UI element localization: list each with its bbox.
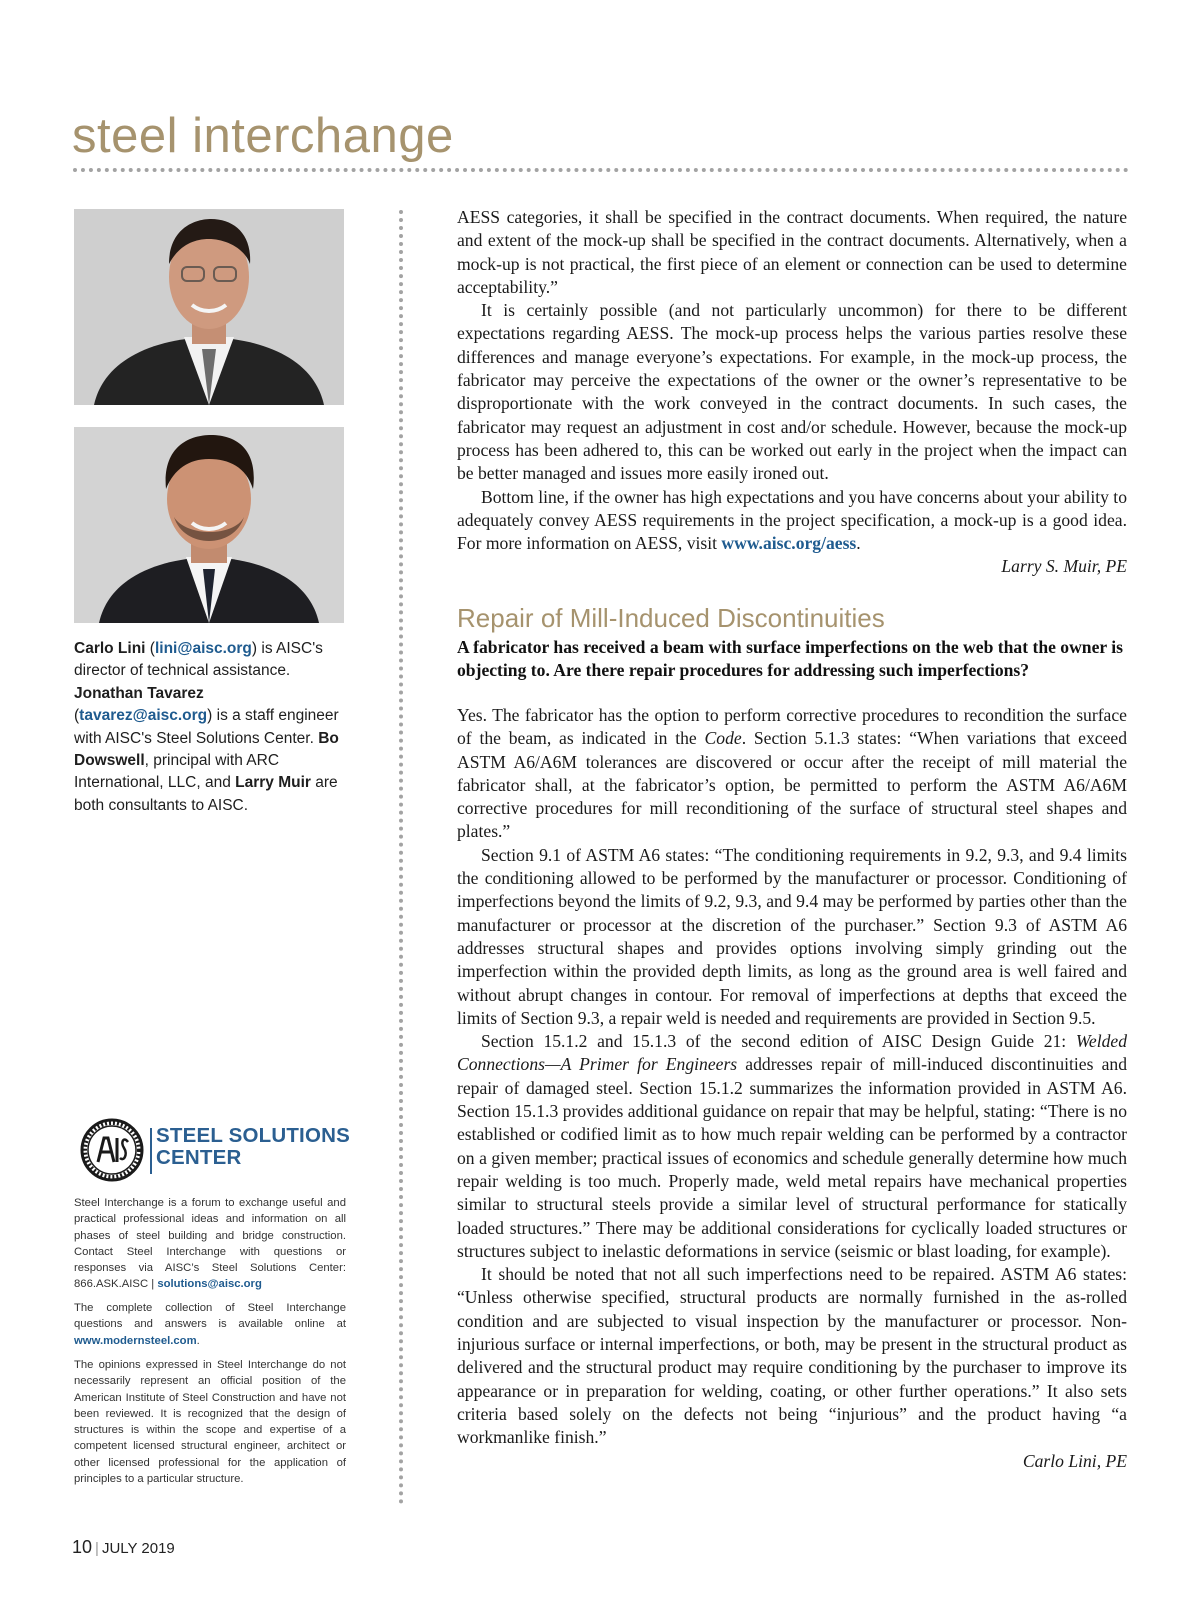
- solutions-email-link[interactable]: solutions@aisc.org: [157, 1278, 262, 1291]
- paragraph: [457, 1030, 1127, 1263]
- design-guide-title: Welded Connections—A Primer for Engineers: [457, 1031, 1127, 1075]
- bio-text: , principal with ARC International, LLC, and: [74, 752, 280, 792]
- collection-info-text: The complete collection of Steel Interchange questions and answers is available online at: [74, 1302, 346, 1331]
- paragraph: [457, 704, 1127, 844]
- aess-link[interactable]: www.aisc.org/aess: [721, 533, 857, 554]
- paragraph-text: addresses repair of mill-induced discontinuities and repair of damaged steel. Section 15.1.2 summarizes the information provided in ASTM A6. Section 15.1.3 provides additional guidance on repair that may be helpful, stating: “There is no established or codified limit as to how much repair welding can be performed by a contractor on a given member; practical issues of economics and schedule generally determine how much repair welding is too much. Properly made, weld metal repairs have mechanical properties similar to structural steels provide a similar level of structural performance for statically loaded structures.” There may be additional considerations for cyclically loaded structures or structures subject to inelastic deformations in service (seismic or blast loading, for example).: [457, 1054, 1127, 1261]
- forum-info: [74, 1195, 346, 1293]
- disclaimer: The opinions expressed in Steel Interchange do not necessarily represent an official position of the American Institute of Steel Construction and have not been reviewed. It is recognized that the design of structures is within the scope and expertise of a competent licensed structural engineer, architect or other licensed professional for the application of principles to a particular structure.: [74, 1359, 346, 1486]
- column-dotted-rule: [399, 210, 403, 1505]
- paragraph: Section 9.1 of ASTM A6 states: “The conditioning requirements in 9.2, 9.3, and 9.4 limits the conditioning allowed to be performed by the manufacturer or processor. Conditioning of imperfections beyond the limits of 9.2, 9.3, and 9.4 may be performed by parties other than the manufacturer or processor at the discretion of the purchaser.” Section 9.3 of ASTM A6 addresses structural shapes and provides options involving simply grinding out the imperfection within the provided depth limits, as long as the ground area is well faired and without abrupt changes in contour. For removal of imperfections at depths that exceed the limits of Section 9.3, a repair weld is needed and requirements are provided in Section 9.5.: [457, 844, 1127, 1028]
- bio-text: ) is a staff engineer with AISC's Steel Solutions Center.: [74, 707, 339, 747]
- steel-solutions-center-logo: [80, 1118, 350, 1178]
- bio-text: (: [74, 707, 80, 725]
- email-link-tavarez[interactable]: tavarez@aisc.org: [79, 707, 208, 725]
- collection-info: [74, 1300, 346, 1349]
- bio-text: ) is AISC's director of technical assistance.: [74, 640, 323, 680]
- footer-separator: |: [95, 1540, 99, 1557]
- bio-name-larry-muir: Larry Muir: [235, 774, 311, 792]
- bio-name-jonathan-tavarez: Jonathan Tavarez: [74, 684, 204, 702]
- header-dotted-rule: [73, 168, 1129, 172]
- bio-name-carlo-lini: Carlo Lini: [74, 640, 146, 657]
- issue-date: JULY 2019: [101, 1540, 175, 1557]
- article-continuation: [457, 206, 1127, 579]
- author-photo-carlo-lini: [74, 209, 344, 405]
- code-italic: Code: [704, 728, 742, 749]
- signature-larry-muir: Larry S. Muir, PE: [1001, 556, 1127, 577]
- aisc-seal-icon: [80, 1118, 144, 1182]
- logo-wordmark: [156, 1125, 350, 1169]
- paragraph: It should be noted that not all such imperfections need to be repaired. ASTM A6 states: “Unless otherwise specified, structural products are normally furnished in the as-rolled condition and are subjected to visual inspection by the manufacturer or processor. Non-injurious surface or internal imperfections, or both, may be present in the structural product as delivered and the structural product may require conditioning by the purchaser to improve its appearance or in preparation for welding, coating, or other further operations.” It also sets criteria based solely on the defects not being “injurious” and the product having “a workmanlike finish.”: [457, 1264, 1127, 1448]
- paragraph: AESS categories, it shall be specified in the contract documents. When required, the nature and extent of the mock-up shall be specified in the contract documents. Alternatively, when a mock-up is not practical, the first piece of an element or connection can be used to determine acceptability.”: [457, 207, 1127, 297]
- paragraph: It is certainly possible (and not particularly uncommon) for there to be different expectations regarding AESS. The mock-up process helps the various parties resolve these differences and manage everyone’s expectations. For example, in the mock-up process, the fabricator may perceive the expectations of the owner or the owner’s representative to be disproportionate with the work conveyed in the contract documents. In such cases, the fabricator may request an adjustment in cost and/or schedule. However, because the mock-up process has been adhered to, this can be worked out early in the project when the impact can be better managed and issues more easily ironed out.: [457, 300, 1127, 484]
- paragraph: [457, 486, 1127, 556]
- question-text: A fabricator has received a beam with surface imperfections on the web that the owner is objecting to. Are there repair procedures for addressing such imperfections?: [457, 637, 1124, 681]
- page-number: 10: [72, 1537, 93, 1557]
- bio-text: are both consultants to AISC.: [74, 774, 338, 814]
- paragraph-text: Yes. The fabricator has the option to perform corrective procedures to recondition the surface of the beam, as indicated in the: [457, 705, 1127, 749]
- bio-text: (: [145, 640, 155, 657]
- paragraph-text: Bottom line, if the owner has high expectations and you have concerns about your ability to adequately convey AESS requirements in the project specification, a mock-up is a good idea. For more information on AESS, visit: [457, 486, 1127, 554]
- email-link-lini[interactable]: lini@aisc.org: [154, 640, 252, 657]
- modernsteel-link[interactable]: www.modernsteel.com: [74, 1334, 197, 1347]
- paragraph-text: Section 15.1.2 and 15.1.3 of the second edition of AISC Design Guide 21:: [481, 1031, 1076, 1052]
- logo-line-2: CENTER: [156, 1146, 242, 1169]
- section-title: Repair of Mill-Induced Discontinuities: [457, 603, 885, 633]
- author-photo-jonathan-tavarez: [74, 427, 344, 623]
- collection-info-end: .: [196, 1334, 200, 1347]
- logo-divider: [150, 1128, 152, 1174]
- paragraph-text: . Section 5.1.3 states: “When variations that exceed ASTM A6/A6M tolerances are discovered or occur after the receipt of mill material the fabricator shall, at the fabricator’s option, be permitted to perform the ASTM A6/A6M corrective procedures for mill reconditioning of the surface of structural steel shapes and plates.”: [457, 728, 1127, 842]
- signature-carlo-lini: Carlo Lini, PE: [1022, 1450, 1127, 1471]
- answer-body: [457, 704, 1127, 1473]
- page-footer: [72, 1537, 175, 1558]
- forum-info-text: Steel Interchange is a forum to exchange useful and practical professional ideas and information on all phases of steel building and bridge construction. Contact Steel Interchange with questions or responses via AISC’s Steel Solutions Center: 866.ASK.AISC |: [74, 1197, 346, 1291]
- bio-name-bo-dowswell: Bo Dowswell: [74, 729, 339, 770]
- logo-line-1: STEEL SOLUTIONS: [156, 1124, 350, 1147]
- author-bio: [74, 638, 346, 817]
- paragraph-end: .: [856, 533, 861, 554]
- page-title: steel interchange: [72, 109, 454, 163]
